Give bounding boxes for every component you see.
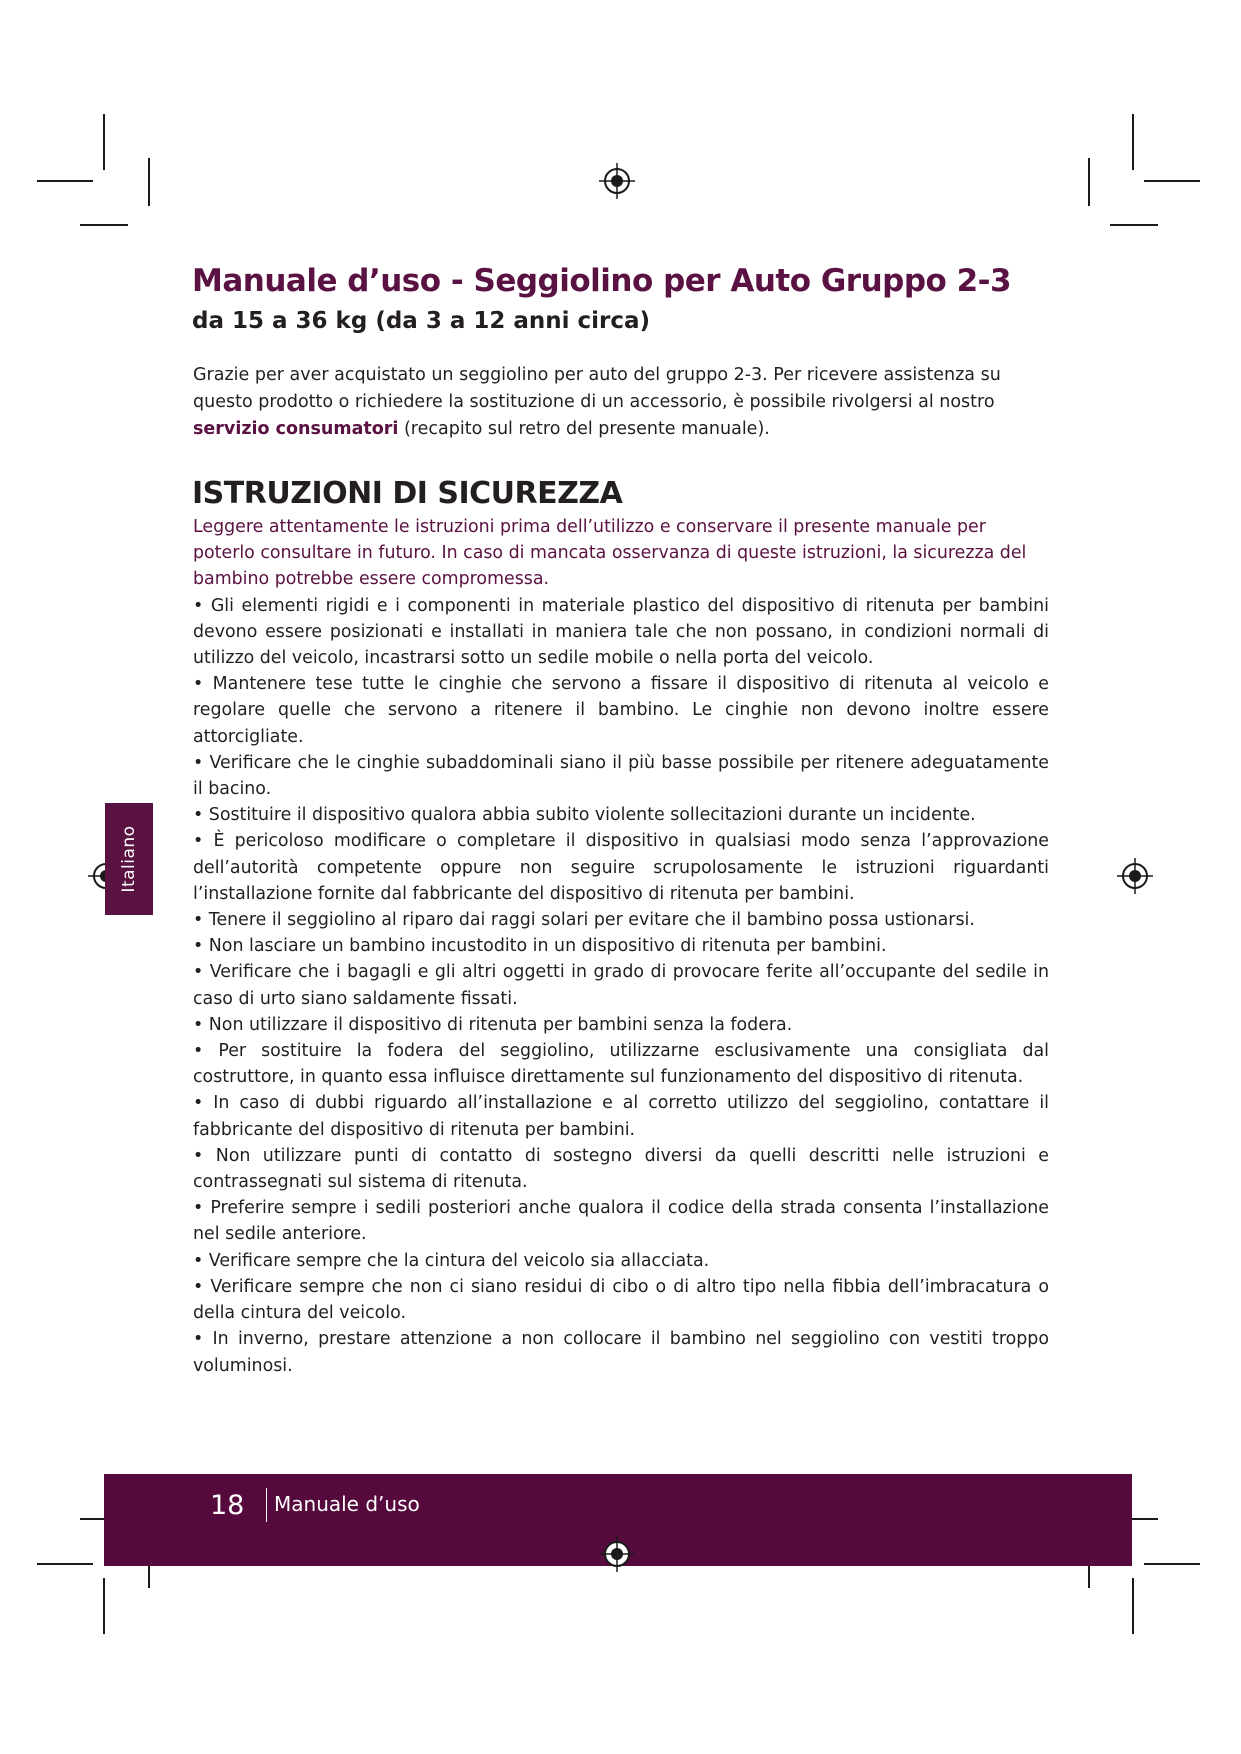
safety-item: • Tenere il seggiolino al riparo dai raggi solari per evitare che il bambino possa ustionarsi. — [193, 907, 1049, 933]
language-tab — [105, 803, 153, 915]
safety-item: • Gli elementi rigidi e i componenti in materiale plastico del dispositivo di ritenuta per bambini devono essere posizionati e installati in maniera tale che non possano, in condizioni normali di utilizzo del veicolo, incastrarsi sotto un sedile mobile o nella porta del veicolo. — [193, 593, 1049, 672]
crop-mark — [148, 158, 150, 206]
crop-mark — [37, 180, 93, 182]
safety-item: • Verificare sempre che non ci siano residui di cibo o di altro tipo nella fibbia dell’imbracatura o della cintura del veicolo. — [193, 1274, 1049, 1326]
safety-item: • Per sostituire la fodera del seggiolino, utilizzarne esclusivamente una consigliata dal costruttore, in quanto essa influisce direttamente sul funzionamento del dispositivo di ritenuta. — [193, 1038, 1049, 1090]
page-title: Manuale d’uso - Seggiolino per Auto Gruppo 2-3 — [192, 263, 1012, 299]
page-subtitle: da 15 a 36 kg (da 3 a 12 anni circa) — [192, 308, 651, 334]
registration-mark-icon — [1117, 858, 1153, 894]
safety-item: • È pericoloso modificare o completare il dispositivo in qualsiasi modo senza l’approvazione dell’autorità competente oppure non seguire scrupolosamente le istruzioni riguardanti l’installazione fornite dal fabbricante del dispositivo di ritenuta per bambini. — [193, 828, 1049, 907]
safety-warning: Leggere attentamente le istruzioni prima dell’utilizzo e conservare il presente manuale per poterlo consultare in futuro. In caso di mancata osservanza di queste istruzioni, la sicurezza del bambino potrebbe essere compromessa. — [193, 517, 1027, 590]
safety-item: • Sostituire il dispositivo qualora abbia subito violente sollecitazioni durante un incidente. — [193, 802, 1049, 828]
footer-divider — [266, 1488, 267, 1522]
crop-mark — [103, 1578, 105, 1634]
crop-mark — [1144, 1563, 1200, 1565]
language-tab-label: Italiano — [119, 825, 139, 893]
safety-item: • Verificare che le cinghie subaddominali siano il più basse possibile per ritenere adeguatamente il bacino. — [193, 750, 1049, 802]
safety-item: • Verificare che i bagagli e gli altri oggetti in grado di provocare ferite all’occupante del sedile in caso di urto siano saldamente fissati. — [193, 959, 1049, 1011]
intro-text-end: (recapito sul retro del presente manuale). — [398, 419, 770, 439]
safety-item: • In inverno, prestare attenzione a non collocare il bambino nel seggiolino con vestiti troppo voluminosi. — [193, 1326, 1049, 1378]
intro-text: Grazie per aver acquistato un seggiolino per auto del gruppo 2-3. Per ricevere assistenza su questo prodotto o richiedere la sostituzione di un accessorio, è possibile rivolgersi al nostro — [193, 365, 1001, 412]
crop-mark — [37, 1563, 93, 1565]
safety-item: • Non utilizzare punti di contatto di sostegno diversi da quelli descritti nelle istruzioni e contrassegnati sul sistema di ritenuta. — [193, 1143, 1049, 1195]
consumer-service-highlight: servizio consumatori — [193, 419, 399, 439]
intro-paragraph — [193, 362, 1053, 443]
crop-mark — [1088, 158, 1090, 206]
safety-item: • Mantenere tese tutte le cinghie che servono a fissare il dispositivo di ritenuta al veicolo e regolare quelle che servono a ritenere il bambino. Le cinghie non devono inoltre essere attorcigliate. — [193, 671, 1049, 750]
crop-mark — [1144, 180, 1200, 182]
safety-item: • In caso di dubbi riguardo all’installazione e al corretto utilizzo del seggiolino, contattare il fabbricante del dispositivo di ritenuta per bambini. — [193, 1090, 1049, 1142]
safety-item: • Preferire sempre i sedili posteriori anche qualora il codice della strada consenta l’installazione nel sedile anteriore. — [193, 1195, 1049, 1247]
registration-mark-icon — [599, 1536, 635, 1572]
crop-mark — [1132, 1578, 1134, 1634]
safety-item: • Verificare sempre che la cintura del veicolo sia allacciata. — [193, 1248, 1049, 1274]
page-number: 18 — [210, 1490, 245, 1521]
safety-section-title: ISTRUZIONI DI SICUREZZA — [192, 476, 623, 511]
registration-mark-icon — [599, 163, 635, 199]
safety-item: • Non lasciare un bambino incustodito in un dispositivo di ritenuta per bambini. — [193, 933, 1049, 959]
safety-item: • Non utilizzare il dispositivo di ritenuta per bambini senza la fodera. — [193, 1012, 1049, 1038]
safety-section-body — [193, 514, 1049, 1379]
crop-mark — [1132, 114, 1134, 170]
footer-label: Manuale d’uso — [274, 1492, 420, 1516]
page-footer — [104, 1474, 1132, 1566]
crop-mark — [80, 224, 128, 226]
safety-list — [193, 593, 1049, 1379]
crop-mark — [1110, 224, 1158, 226]
crop-mark — [103, 114, 105, 170]
